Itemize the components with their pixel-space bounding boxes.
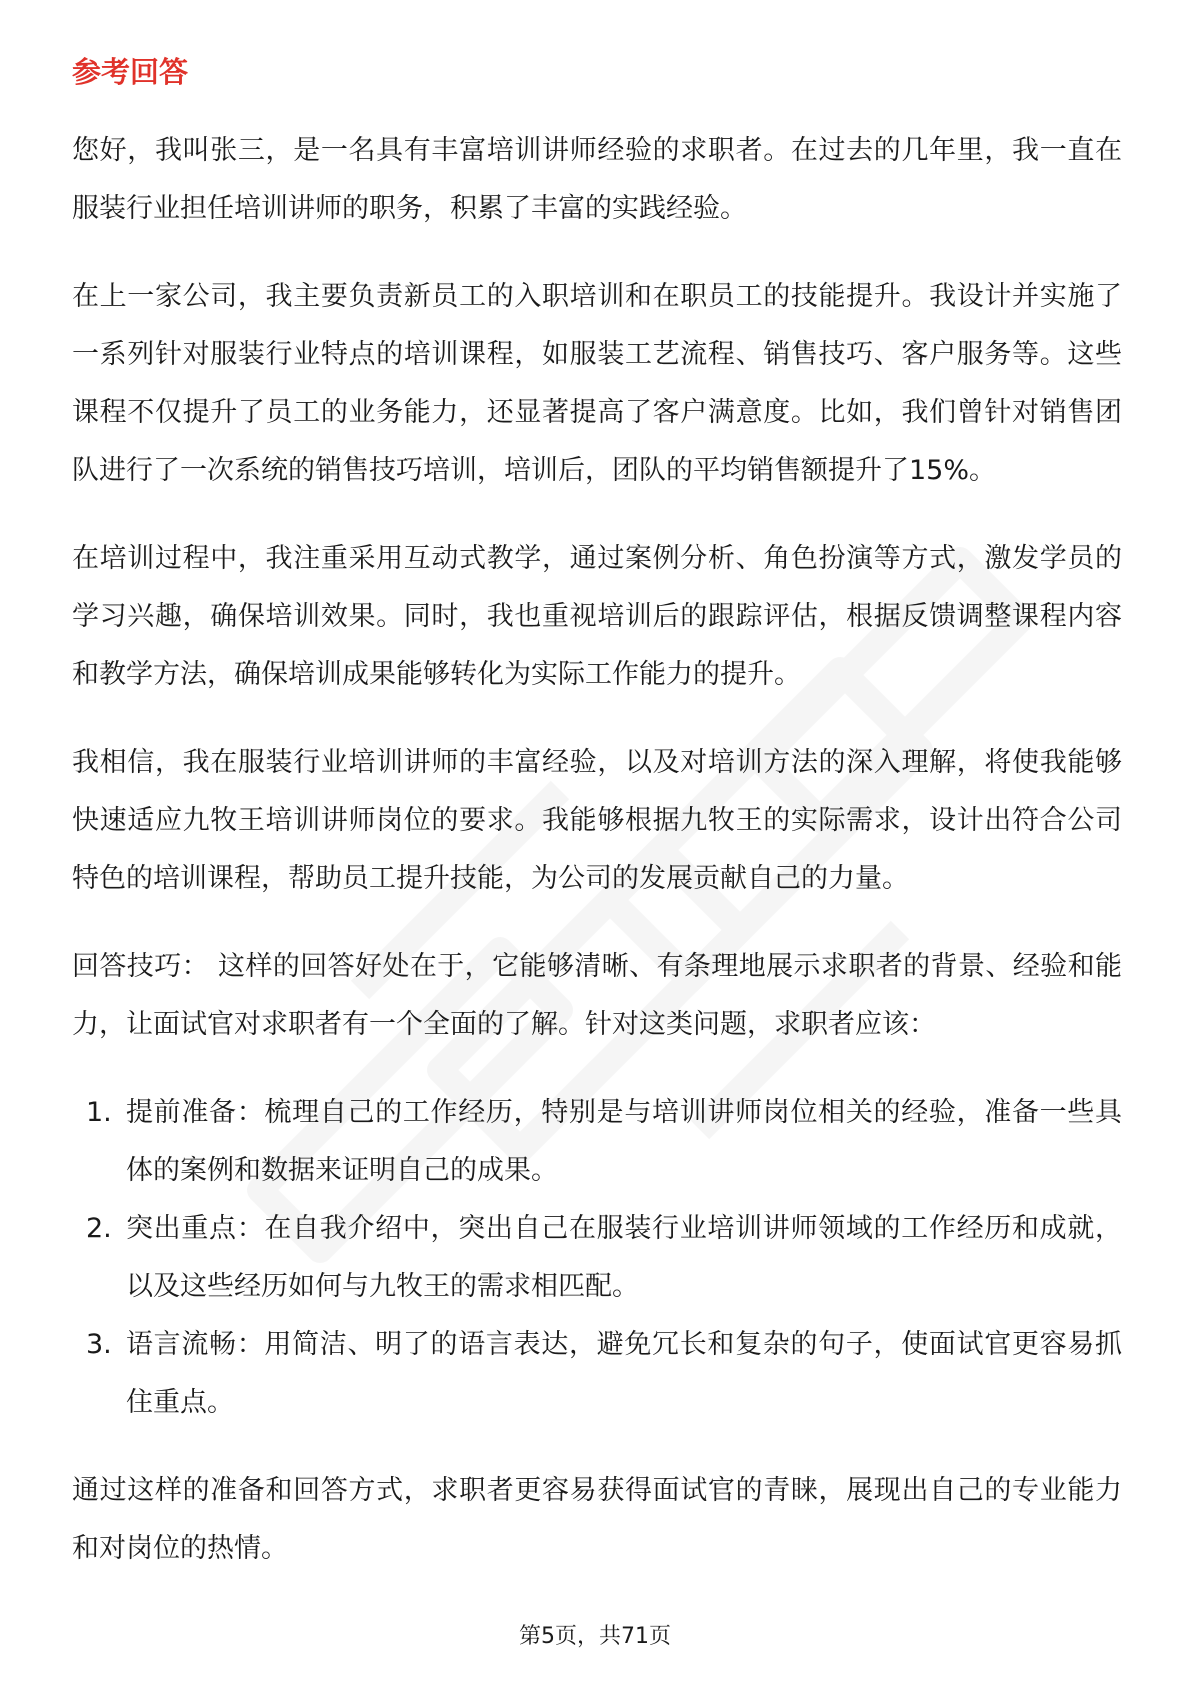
paragraph-tips-intro: 回答技巧： 这样的回答好处在于，它能够清晰、有条理地展示求职者的背景、经验和能力，让面试官对求职者有一个全面的了解。针对这类问题，求职者应该： bbox=[72, 951, 1122, 1040]
paragraph-intro: 您好，我叫张三，是一名具有丰富培训讲师经验的求职者。在过去的几年里，我一直在服装行业担任培训讲师的职务，积累了丰富的实践经验。 bbox=[72, 135, 1122, 224]
list-number: 1. bbox=[86, 1097, 112, 1128]
paragraph-teaching: 在培训过程中，我注重采用互动式教学，通过案例分析、角色扮演等方式，激发学员的学习兴趣，确保培训效果。同时，我也重视培训后的跟踪评估，根据反馈调整课程内容和教学方法，确保培训成果能够转化为实际工作能力的提升。 bbox=[72, 543, 1122, 690]
list-item bbox=[72, 1316, 1122, 1432]
list-number: 2. bbox=[86, 1213, 112, 1244]
list-text: 突出重点：在自我介绍中，突出自己在服装行业培训讲师领域的工作经历和成就，以及这些经历如何与九牧王的需求相匹配。 bbox=[126, 1213, 1122, 1302]
list-text: 语言流畅：用简洁、明了的语言表达，避免冗长和复杂的句子，使面试官更容易抓住重点。 bbox=[126, 1329, 1122, 1418]
list-item bbox=[72, 1200, 1122, 1316]
paragraph-fit: 我相信，我在服装行业培训讲师的丰富经验，以及对培训方法的深入理解，将使我能够快速适应九牧王培训讲师岗位的要求。我能够根据九牧王的实际需求，设计出符合公司特色的培训课程，帮助员工提升技能，为公司的发展贡献自己的力量。 bbox=[72, 747, 1122, 894]
page-footer: 第5页，共71页 bbox=[519, 1624, 671, 1649]
list-number: 3. bbox=[86, 1329, 112, 1360]
paragraph-experience: 在上一家公司，我主要负责新员工的入职培训和在职员工的技能提升。我设计并实施了一系列针对服装行业特点的培训课程，如服装工艺流程、销售技巧、客户服务等。这些课程不仅提升了员工的业务能力，还显著提高了客户满意度。比如，我们曾针对销售团队进行了一次系统的销售技巧培训，培训后，团队的平均销售额提升了15%。 bbox=[72, 281, 1122, 486]
list-text: 提前准备：梳理自己的工作经历，特别是与培训讲师岗位相关的经验，准备一些具体的案例和数据来证明自己的成果。 bbox=[126, 1097, 1122, 1186]
section-title: 参考回答 bbox=[72, 55, 189, 89]
paragraph-closing: 通过这样的准备和回答方式，求职者更容易获得面试官的青睐，展现出自己的专业能力和对岗位的热情。 bbox=[72, 1475, 1122, 1564]
tips-list bbox=[72, 1084, 1122, 1432]
list-item bbox=[72, 1084, 1122, 1200]
document-page bbox=[72, 52, 1122, 1608]
